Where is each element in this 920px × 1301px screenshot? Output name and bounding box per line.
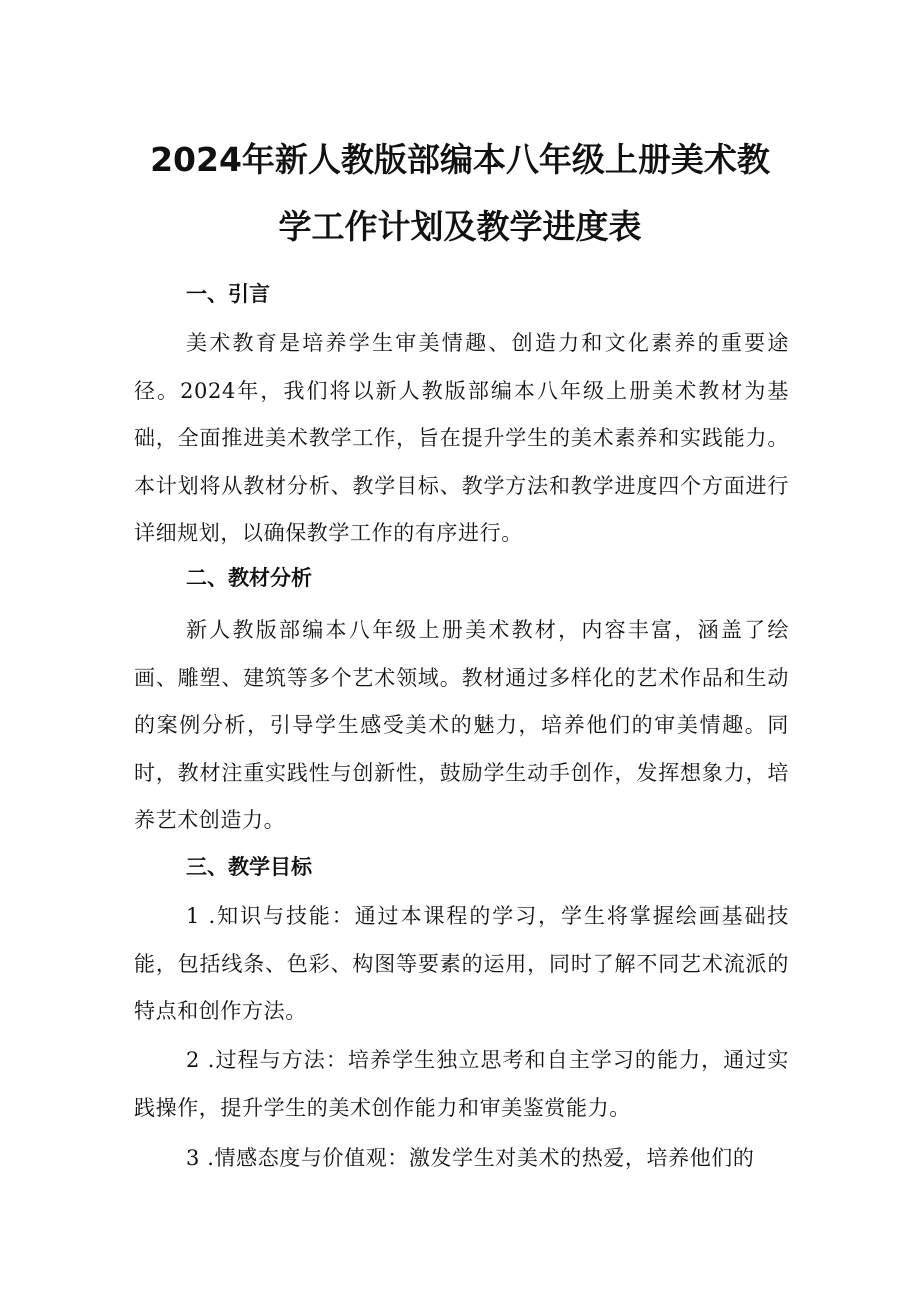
paragraph-intro: 美术教育是培养学生审美情趣、创造力和文化素养的重要途径。2024年，我们将以新人教版部编本八年级上册美术教材为基础，全面推进美术教学工作，旨在提升学生的美术素养和实践能力。本计划将从教材分析、教学目标、教学方法和教学进度四个方面进行详细规划，以确保教学工作的有序进行。 xyxy=(134,331,789,545)
section-heading-textbook: 二、教材分析 xyxy=(186,565,312,590)
paragraph-textbook: 新人教版部编本八年级上册美术教材，内容丰富，涵盖了绘画、雕塑、建筑等多个艺术领域。教材通过多样化的艺术作品和生动的案例分析，引导学生感受美术的魅力，培养他们的审美情趣。同时，教材注重实践性与创新性，鼓励学生动手创作，发挥想象力，培养艺术创造力。 xyxy=(134,618,789,832)
goal-item-2: 2 .过程与方法：培养学生独立思考和自主学习的能力，通过实践操作，提升学生的美术创作能力和审美鉴赏能力。 xyxy=(134,1048,789,1120)
document-title-line-2: 学工作计划及教学进度表 xyxy=(278,207,642,246)
section-heading-intro: 一、引言 xyxy=(186,281,270,306)
section-heading-goals: 三、教学目标 xyxy=(186,854,312,879)
goal-item-1: 1 .知识与技能：通过本课程的学习，学生将掌握绘画基础技能，包括线条、色彩、构图等要素的运用，同时了解不同艺术流派的特点和创作方法。 xyxy=(134,904,789,1023)
document-title-line-1: 2024年新人教版部编本八年级上册美术教 xyxy=(150,140,770,179)
goal-item-3: 3 .情感态度与价值观：激发学生对美术的热爱，培养他们的 xyxy=(186,1146,755,1170)
